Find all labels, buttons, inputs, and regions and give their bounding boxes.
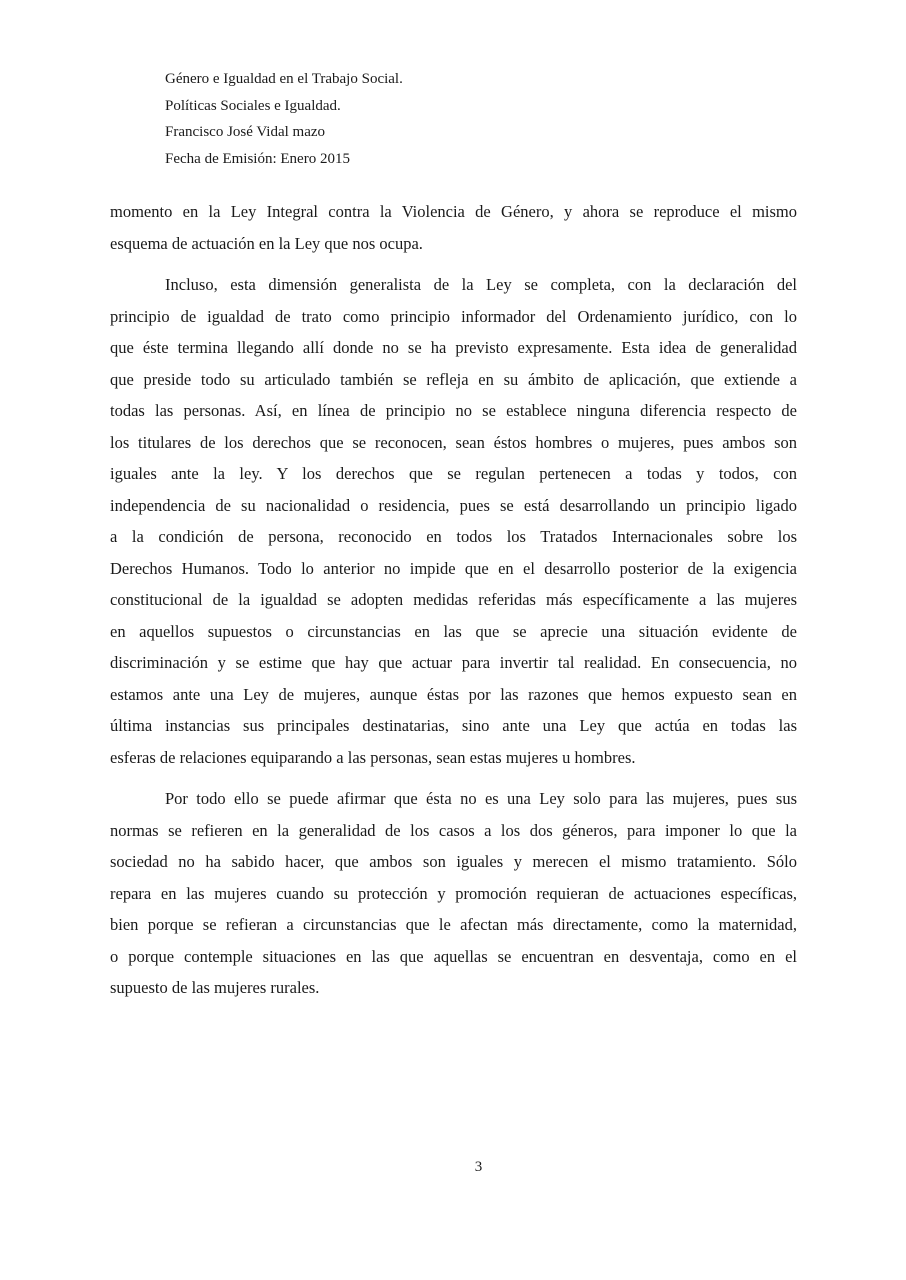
text-line: bien porque se refieran a circunstancias que le afectan más directamente, como la maternidad,: [110, 915, 797, 934]
header-line: Género e Igualdad en el Trabajo Social.: [165, 71, 403, 87]
page-footer: [110, 1156, 797, 1178]
paragraph: [110, 196, 797, 259]
text-line: iguales ante la ley. Y los derechos que se regulan pertenecen a todas y todos, con: [110, 464, 797, 483]
text-line: esquema de actuación en la Ley que nos ocupa.: [110, 233, 423, 253]
text-line: supuesto de las mujeres rurales.: [110, 978, 320, 997]
text-line: sociedad no ha sabido hacer, que ambos son iguales y merecen el mismo tratamiento. Sólo: [110, 852, 797, 871]
text-line: que preside todo su articulado también se refleja en su ámbito de aplicación, que extiende a: [110, 369, 797, 389]
text-line: a la condición de persona, reconocido en todos los Tratados Internacionales sobre los: [110, 527, 797, 546]
text-line: o porque contemple situaciones en las que aquellas se encuentran en desventaja, como en el: [110, 946, 797, 966]
text-line: esferas de relaciones equiparando a las personas, sean estas mujeres u hombres.: [110, 747, 636, 767]
text-line: Por todo ello se puede afirmar que ésta no es una Ley solo para las mujeres, pues sus: [165, 789, 797, 808]
text-line: discriminación y se estime que hay que actuar para invertir tal realidad. En consecuencia, no: [110, 653, 797, 672]
text-line: constitucional de la igualdad se adopten medidas referidas más específicamente a las mujeres: [110, 590, 797, 609]
text-line: repara en las mujeres cuando su protección y promoción requieran de actuaciones específicas,: [110, 883, 797, 903]
header-line: Fecha de Emisión: Enero 2015: [165, 150, 350, 167]
document-body: [110, 196, 797, 1014]
text-line: independencia de su nacionalidad o residencia, pues se está desarrollando un principio ligado: [110, 495, 797, 515]
document-header: [165, 66, 403, 172]
text-line: Incluso, esta dimensión generalista de la Ley se completa, con la declaración del: [165, 275, 797, 294]
text-line: principio de igualdad de trato como principio informador del Ordenamiento jurídico, con lo: [110, 306, 797, 326]
header-line: Políticas Sociales e Igualdad.: [165, 97, 341, 114]
text-line: todas las personas. Así, en línea de principio no se establece ninguna diferencia respecto de: [110, 401, 797, 420]
text-line: los titulares de los derechos que se reconocen, sean éstos hombres o mujeres, pues ambos son: [110, 432, 797, 452]
text-line: que éste termina llegando allí donde no se ha previsto expresamente. Esta idea de generalidad: [110, 338, 797, 357]
paragraph: [110, 783, 797, 1004]
text-line: en aquellos supuestos o circunstancias en las que se aprecie una situación evidente de: [110, 621, 797, 641]
text-line: momento en la Ley Integral contra la Violencia de Género, y ahora se reproduce el mismo: [110, 202, 797, 221]
text-line: estamos ante una Ley de mujeres, aunque éstas por las razones que hemos expuesto sean en: [110, 684, 797, 704]
text-line: normas se refieren en la generalidad de los casos a los dos géneros, para imponer lo que la: [110, 820, 797, 840]
header-line: Francisco José Vidal mazo: [165, 124, 326, 140]
page-number: 3: [474, 1159, 483, 1175]
paragraph: [110, 269, 797, 773]
text-line: Derechos Humanos. Todo lo anterior no impide que en el desarrollo posterior de la exigencia: [110, 558, 797, 578]
text-line: última instancias sus principales destinatarias, sino ante una Ley que actúa en todas las: [110, 716, 797, 735]
